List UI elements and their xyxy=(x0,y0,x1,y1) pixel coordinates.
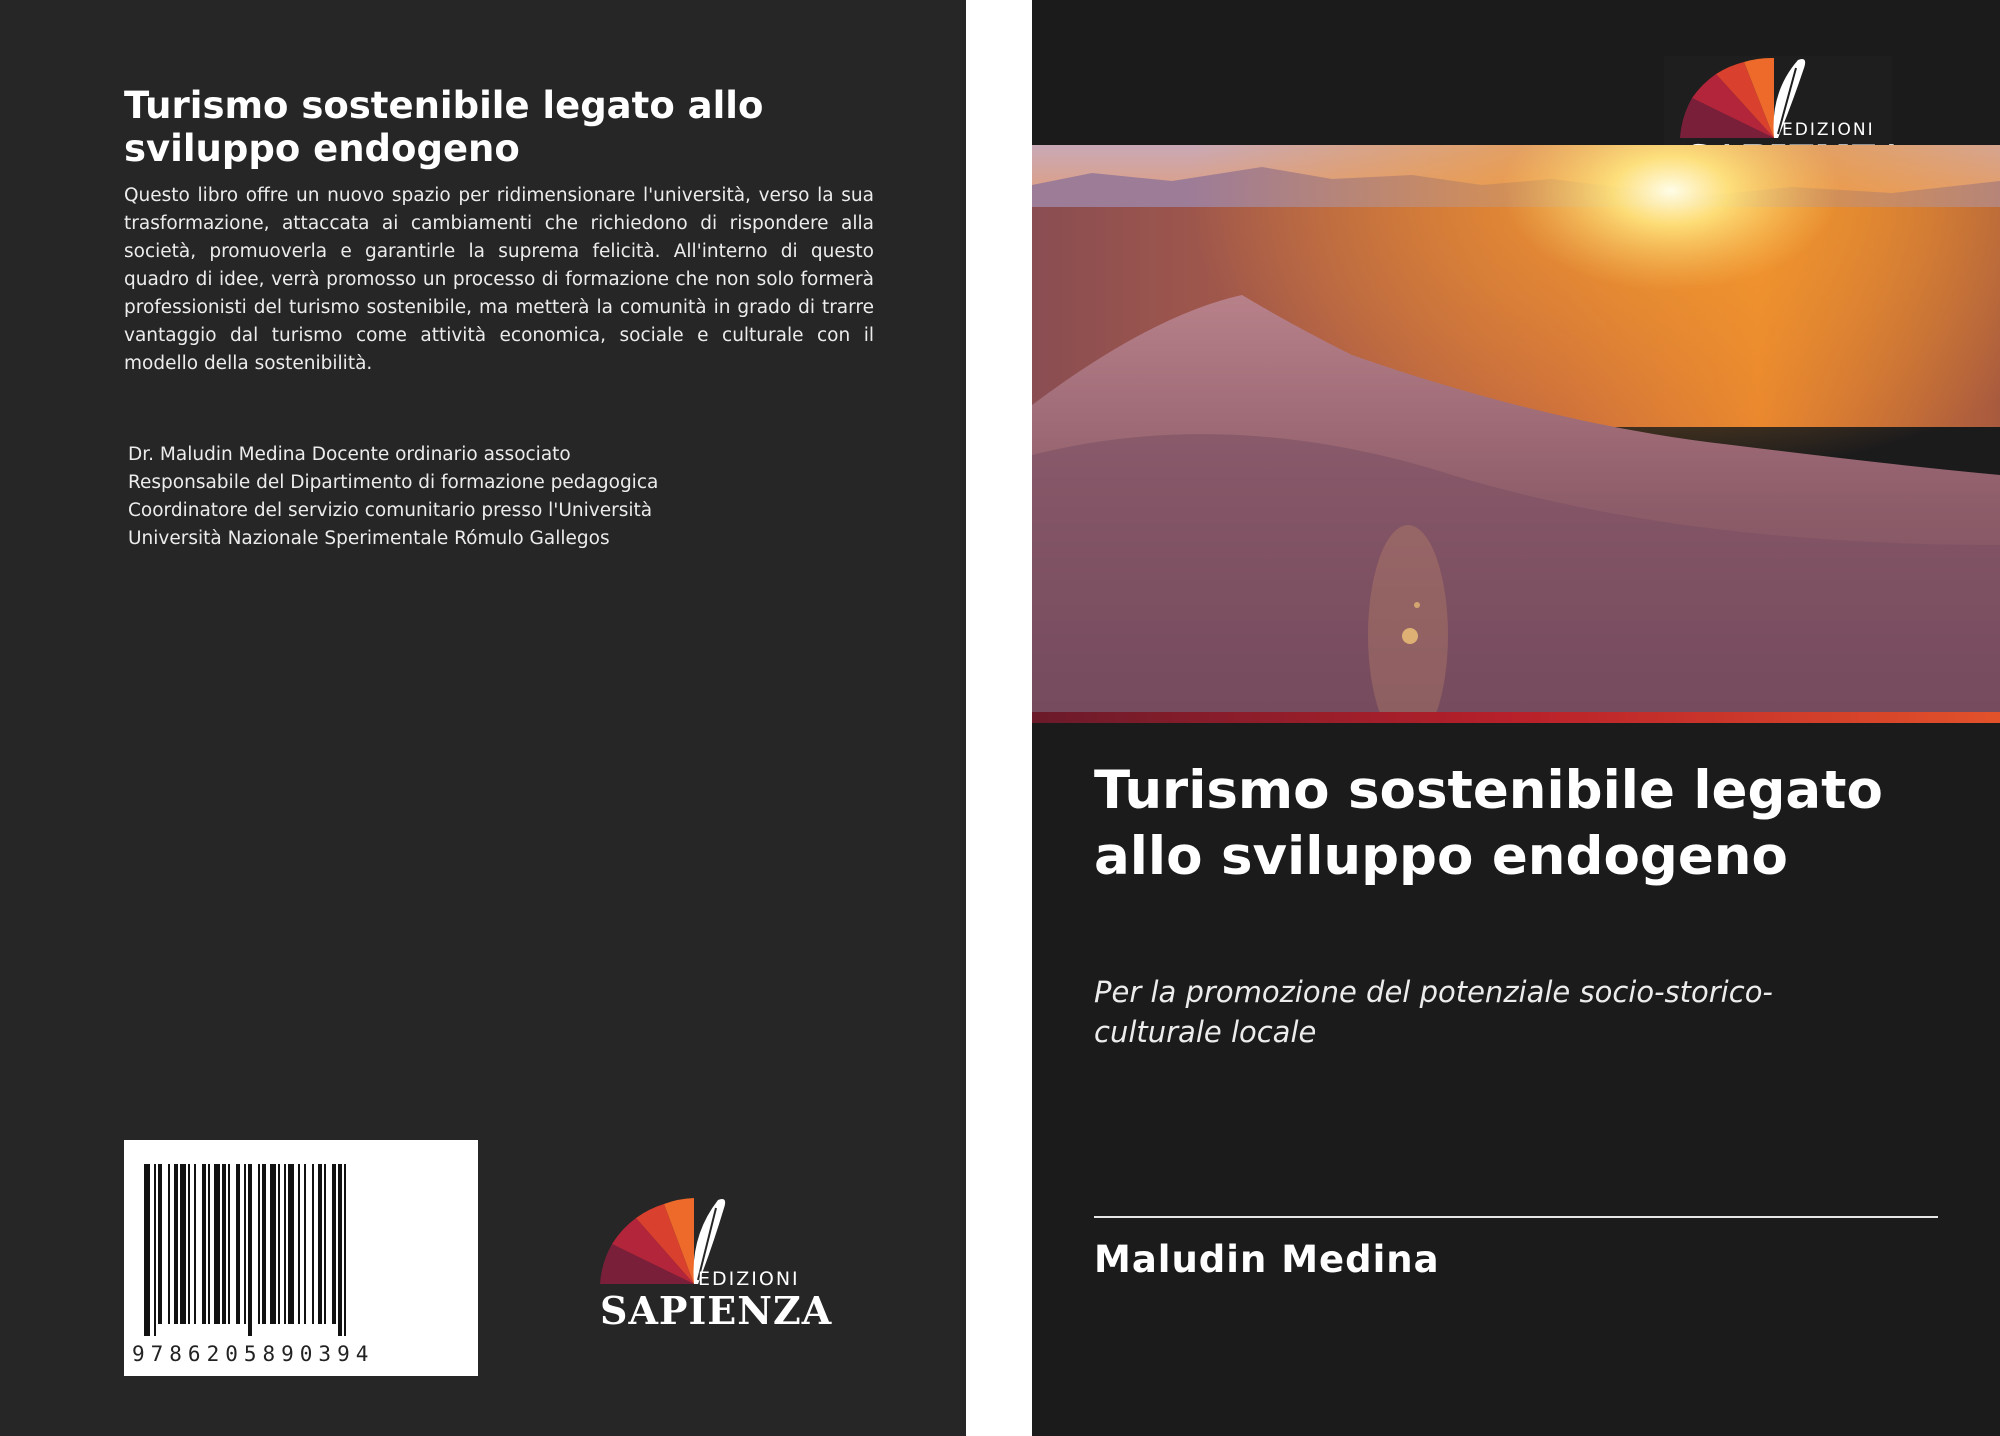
author-bio-line: Coordinatore del servizio comunitario presso l'Università xyxy=(128,500,653,521)
author-bio xyxy=(128,441,828,553)
isbn-digits: 9786205890394 xyxy=(132,1342,375,1366)
front-cover-subtitle: Per la promozione del potenziale socio-storico-culturale locale xyxy=(1094,975,1773,1049)
barcode-bar xyxy=(228,1164,230,1324)
barcode-bar xyxy=(144,1164,150,1336)
barcode-bar xyxy=(262,1164,266,1324)
spine xyxy=(966,0,1032,1436)
front-cover-author: Maludin Medina xyxy=(1094,1238,1440,1281)
front-cover-title: Turismo sostenibile legato allo sviluppo endogeno xyxy=(1094,760,1883,887)
barcode-bar xyxy=(304,1164,306,1324)
barcode-bar xyxy=(270,1164,276,1324)
barcode-bar xyxy=(248,1164,252,1336)
barcode-bar xyxy=(318,1164,322,1324)
barcode-bars xyxy=(144,1164,458,1336)
isbn-barcode xyxy=(124,1140,478,1376)
desert-sunset-illustration xyxy=(1032,145,2000,715)
author-bio-line: Università Nazionale Sperimentale Rómulo Gallegos xyxy=(128,528,610,549)
barcode-bar xyxy=(324,1164,326,1324)
barcode-bar xyxy=(194,1164,196,1324)
barcode-bar xyxy=(244,1164,246,1324)
back-cover xyxy=(0,0,966,1436)
barcode-bar xyxy=(208,1164,210,1324)
accent-stripe xyxy=(1032,712,2000,723)
barcode-bar xyxy=(202,1164,206,1324)
barcode-bar xyxy=(214,1164,220,1324)
barcode-bar xyxy=(174,1164,178,1324)
barcode-bar xyxy=(298,1164,300,1324)
barcode-bar xyxy=(236,1164,240,1324)
barcode-bar xyxy=(332,1164,336,1324)
barcode-bar xyxy=(338,1164,342,1336)
barcode-bar xyxy=(284,1164,286,1324)
barcode-bar xyxy=(312,1164,314,1324)
barcode-bar xyxy=(168,1164,170,1324)
barcode-bar xyxy=(278,1164,280,1324)
barcode-bar xyxy=(188,1164,190,1324)
barcode-bar xyxy=(154,1164,156,1336)
back-cover-title: Turismo sostenibile legato allo sviluppo endogeno xyxy=(124,84,764,170)
barcode-bar xyxy=(344,1164,346,1336)
publisher-imprint: EDIZIONI xyxy=(1782,120,1875,140)
barcode-bar xyxy=(258,1164,260,1324)
author-bio-line: Responsabile del Dipartimento di formazione pedagogica xyxy=(128,472,659,493)
publisher-name: SAPIENZA xyxy=(600,1288,833,1333)
desert-sunset-photo xyxy=(1032,145,2000,715)
author-bio-line: Dr. Maludin Medina Docente ordinario associato xyxy=(128,444,571,465)
barcode-bar xyxy=(180,1164,186,1324)
barcode-bar xyxy=(288,1164,294,1324)
publisher-logo-back xyxy=(594,1196,833,1336)
publisher-imprint: EDIZIONI xyxy=(698,1268,800,1290)
barcode-bar xyxy=(158,1164,162,1324)
back-cover-blurb: Questo libro offre un nuovo spazio per ridimensionare l'università, verso la sua trasformazione, attaccata ai cambiamenti che richiedono di rispondere alla società, promuoverla e garantirle la suprema felicità. All'interno di questo quadro di idee, verrà promosso un processo di formazione che non solo formerà professionisti del turismo sostenibile, ma metterà la comunità in grado di trarre vantaggio dal turismo come attività economica, sociale e culturale con il modello della sostenibilità. xyxy=(124,185,874,374)
barcode-bar xyxy=(222,1164,226,1324)
divider xyxy=(1094,1216,1938,1218)
